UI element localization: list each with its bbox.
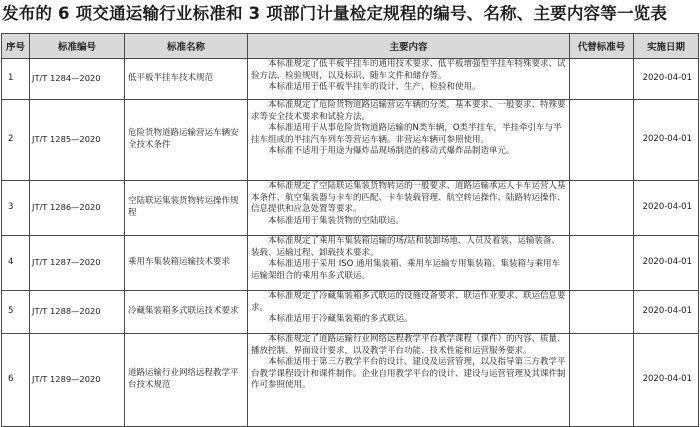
header-date: 实施日期 bbox=[634, 34, 699, 59]
table-row bbox=[2, 236, 699, 291]
content-paragraph: 本标准适用于第三方教学平台的设计、建设及运营管理，以及指导第三方教学平台教学课程设计和课件制作。企业自用教学平台的设计、建设与运营管理及其课件制作可参照使用。 bbox=[251, 357, 566, 391]
row-content bbox=[248, 100, 570, 181]
row-date: 2020-04-01 bbox=[634, 59, 699, 100]
row-code: JT/T 1287—2020 bbox=[30, 236, 125, 291]
content-paragraph: 本标准规定了乘用车集装箱运输的场/站和装卸场地、人员及着装、运输装备、装载、运输过程、卸载技术要求。 bbox=[251, 236, 560, 258]
header-seq: 序号 bbox=[2, 34, 30, 59]
row-content bbox=[248, 59, 570, 100]
row-seq: 6 bbox=[2, 334, 30, 427]
content-paragraph: 本标准不适用于用途为爆炸品现场制造的移动式爆炸品制造单元。 bbox=[268, 146, 515, 157]
row-code: JT/T 1286—2020 bbox=[30, 181, 125, 236]
content-paragraph: 本标准适用于冷藏集装箱的多式联运。 bbox=[268, 314, 413, 325]
header-replaced: 代替标准号 bbox=[570, 34, 634, 59]
row-date: 2020-04-01 bbox=[634, 100, 699, 181]
row-replaced bbox=[570, 59, 634, 100]
header-name: 标准名称 bbox=[125, 34, 248, 59]
row-name: 道路运输行业网络远程教学平台技术规范 bbox=[125, 334, 248, 427]
row-code: JT/T 1285—2020 bbox=[30, 100, 125, 181]
row-seq: 2 bbox=[2, 100, 30, 181]
row-replaced bbox=[570, 236, 634, 291]
table-row bbox=[2, 291, 699, 334]
content-paragraph: 本标准规定了空陆联运集装货物转运的一般要求、道路运输承运人卡车运营人基本条件、航空集装器与卡车的匹配、卡车装载管理、航空转运操作、陆路转运操作、信息提供和应急处置等要求。 bbox=[251, 181, 566, 215]
table-header-row bbox=[2, 34, 699, 59]
row-content bbox=[248, 291, 570, 334]
row-name: 危险货物道路运输营运车辆安全技术条件 bbox=[125, 100, 248, 181]
row-code: JT/T 1288—2020 bbox=[30, 291, 125, 334]
row-date: 2020-04-01 bbox=[634, 181, 699, 236]
page-title: 发布的 6 项交通运输行业标准和 3 项部门计量检定规程的编号、名称、主要内容等一览表 bbox=[2, 4, 668, 23]
content-paragraph: 本标准适用于从事危险货物道路运输的N类车辆，O类半挂车，半挂牵引车与半挂车组成的半挂汽车列车等营运车辆。非营运车辆可参照使用。 bbox=[251, 123, 562, 145]
row-seq: 1 bbox=[2, 59, 30, 100]
row-name: 空陆联运集装货物转运操作规程 bbox=[125, 181, 248, 236]
row-date: 2020-04-01 bbox=[634, 291, 699, 334]
content-paragraph: 本标准适用于集装货物的空陆联运。 bbox=[268, 215, 405, 226]
row-seq: 4 bbox=[2, 236, 30, 291]
content-paragraph: 本标准适用于低平板半挂车的设计、生产、检验和使用。 bbox=[268, 82, 481, 93]
row-name: 乘用车集装箱运输技术要求 bbox=[125, 236, 248, 291]
row-code: JT/T 1289—2020 bbox=[30, 334, 125, 427]
row-date: 2020-04-01 bbox=[634, 334, 699, 427]
content-paragraph: 本标准规定了道路运输行业网络远程教学平台教学课程（课件）的内容、质量、播放控制、界面设计要求，以及教学平台功能、技术性能和运营服务要求。 bbox=[251, 334, 566, 356]
standards-table bbox=[1, 33, 699, 427]
table-row bbox=[2, 181, 699, 236]
row-name: 冷藏集装箱多式联运技术要求 bbox=[125, 291, 248, 334]
table-row bbox=[2, 59, 699, 100]
content-paragraph: 本标准适用于采用 ISO 通用集装箱、乘用车运输专用集装箱、集装箱与乘用车运输架组合的乘用车多式联运。 bbox=[251, 259, 560, 281]
header-content: 主要内容 bbox=[248, 34, 570, 59]
row-content bbox=[248, 236, 570, 291]
row-replaced bbox=[570, 100, 634, 181]
content-paragraph: 本标准规定了低平板半挂车的通用技术要求、低平板增强型半挂车特殊要求、试验方法、检验规则，以及标识、随车文件和储存等。 bbox=[251, 59, 566, 81]
row-content bbox=[248, 181, 570, 236]
row-seq: 5 bbox=[2, 291, 30, 334]
table-row bbox=[2, 100, 699, 181]
row-replaced bbox=[570, 291, 634, 334]
content-paragraph: 本标准规定了危险货物道路运输营运车辆的分类，基本要求、一般要求、特殊要求等安全技术要求和试验方法。 bbox=[251, 100, 566, 122]
row-name: 低平板半挂车技术规范 bbox=[125, 59, 248, 100]
content-paragraph: 本标准规定了冷藏集装箱多式联运的设施设备要求、联运作业要求、联运信息要求。 bbox=[251, 291, 566, 313]
header-code: 标准编号 bbox=[30, 34, 125, 59]
row-date: 2020-04-01 bbox=[634, 236, 699, 291]
row-code: JT/T 1284—2020 bbox=[30, 59, 125, 100]
row-seq: 3 bbox=[2, 181, 30, 236]
row-replaced bbox=[570, 181, 634, 236]
